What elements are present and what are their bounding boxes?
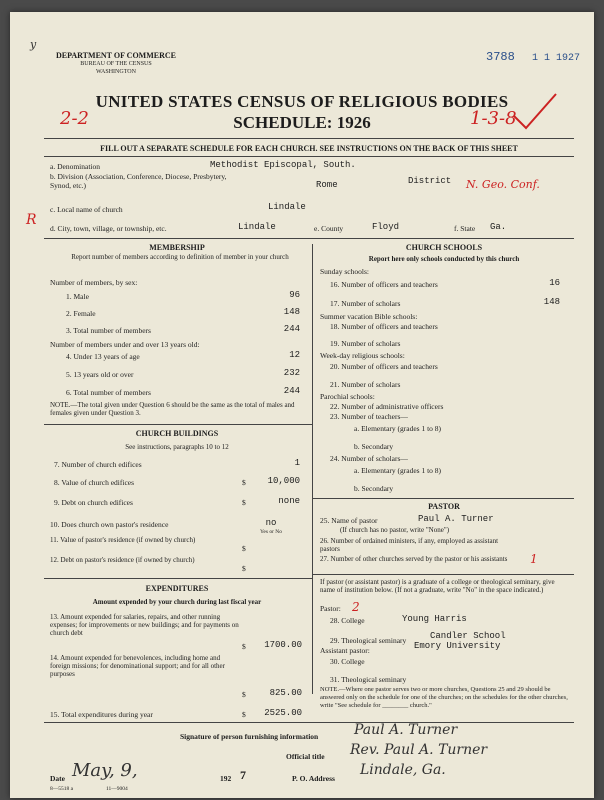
q15-dollar: $ bbox=[242, 710, 246, 719]
q5-value: 232 bbox=[283, 368, 300, 378]
q19-label: 19. Number of scholars bbox=[330, 339, 401, 348]
county-value: Floyd bbox=[372, 222, 400, 232]
stamp-date: 1 1 1927 bbox=[532, 53, 581, 64]
q27-value: 1 bbox=[530, 552, 538, 566]
q10-note: Yes or No bbox=[259, 529, 283, 535]
divider bbox=[44, 424, 312, 425]
assistant-pastor-value: Emory University bbox=[414, 641, 501, 651]
schools-heading: CHURCH SCHOOLS bbox=[405, 243, 483, 252]
membership-heading: MEMBERSHIP bbox=[149, 243, 205, 252]
q15-value: 2525.00 bbox=[264, 708, 302, 718]
official-title-label: Official title bbox=[286, 752, 325, 761]
divider bbox=[44, 238, 574, 239]
pastor-label: Pastor: bbox=[320, 604, 341, 613]
q23-label: 23. Number of teachers— bbox=[330, 412, 408, 421]
q31-label: 31. Theological seminary bbox=[330, 675, 407, 684]
graduate-note: If pastor (or assistant pastor) is a graduate of a college or theological seminary, give name of institution below. (If not a graduate, write "No" in the space indicated.) bbox=[320, 578, 555, 594]
census-schedule-sheet bbox=[10, 12, 594, 798]
q20-label: 20. Number of officers and teachers bbox=[330, 362, 438, 371]
q8-dollar: $ bbox=[242, 478, 246, 487]
q13-dollar: $ bbox=[242, 642, 246, 651]
q16-value: 16 bbox=[549, 278, 560, 288]
q6-label: 6. Total number of members bbox=[66, 388, 151, 397]
pastor-hand-mark: 2 bbox=[352, 600, 360, 614]
q2-value: 148 bbox=[283, 307, 300, 317]
members-by-sex-label: Number of members, by sex: bbox=[50, 278, 138, 287]
q27-label: 27. Number of other churches served by the pastor or his assistants bbox=[320, 555, 508, 563]
church-name-value: Lindale bbox=[268, 202, 306, 212]
q17-label: 17. Number of scholars bbox=[330, 299, 401, 308]
church-name-label: c. Local name of church bbox=[50, 205, 123, 214]
expenditures-heading: EXPENDITURES bbox=[145, 584, 209, 593]
q2-label: 2. Female bbox=[66, 309, 96, 318]
q26-label: 26. Number of ordained ministers, if any, employed as assistant pastors bbox=[320, 537, 499, 553]
age-group-label: Number of members under and over 13 years old: bbox=[50, 340, 200, 349]
q23b-label: b. Secondary bbox=[354, 442, 394, 451]
division-label: b. Division (Association, Conference, Diocese, Presbytery, Synod, etc.) bbox=[50, 172, 227, 190]
assistant-pastor-label: Assistant pastor: bbox=[320, 646, 370, 655]
q12-label: 12. Debt on pastor's residence (if owned by church) bbox=[50, 556, 195, 564]
pastor-note: NOTE.—Where one pastor serves two or more churches, Questions 25 and 29 should be answered only on the schedule for one of the churches; on the schedules for the other churches, write "See schedule for ________ church." bbox=[320, 686, 568, 709]
q14-value: 825.00 bbox=[269, 688, 302, 698]
q29-value: Candler School bbox=[430, 631, 506, 641]
q11-label: 11. Value of pastor's residence (if owned by church) bbox=[50, 536, 196, 544]
q25-value: Paul A. Turner bbox=[418, 514, 494, 524]
q10-value: no bbox=[265, 518, 277, 528]
department-line2: BUREAU OF THE CENSUS bbox=[80, 61, 152, 67]
q3-label: 3. Total number of members bbox=[66, 326, 151, 335]
department-block bbox=[56, 52, 176, 76]
address-value: Lindale, Ga. bbox=[360, 762, 446, 778]
division-value: Rome bbox=[316, 180, 338, 190]
column-divider bbox=[312, 244, 313, 694]
instruction-line: FILL OUT A SEPARATE SCHEDULE FOR EACH CHURCH. SEE INSTRUCTIONS ON THE BACK OF THIS SHEET bbox=[100, 144, 518, 153]
q16-label: 16. Number of officers and teachers bbox=[330, 280, 438, 289]
receipt-stamp bbox=[486, 50, 580, 64]
q4-value: 12 bbox=[289, 350, 300, 360]
denomination-label: a. Denomination bbox=[50, 162, 100, 171]
q9-value: none bbox=[278, 496, 300, 506]
q24-label: 24. Number of scholars— bbox=[330, 454, 408, 463]
q13-label: 13. Amount expended for salaries, repairs, and other running expenses; for improvements or new buildings; and for payments on church debt bbox=[50, 613, 239, 637]
department-line3: WASHINGTON bbox=[96, 69, 136, 75]
address-label: P. O. Address bbox=[292, 774, 335, 783]
signature-value: Paul A. Turner bbox=[354, 722, 458, 738]
divider bbox=[312, 498, 574, 499]
membership-note: NOTE.—The total given under Question 6 should be the same as the total of males and females given under Question 3. bbox=[50, 401, 295, 417]
summer-schools-label: Summer vacation Bible schools: bbox=[320, 312, 418, 321]
year-suffix: 7 bbox=[240, 768, 246, 782]
q28-label: 28. College bbox=[330, 616, 365, 625]
weekday-schools-label: Week-day religious schools: bbox=[320, 351, 405, 360]
q15-label: 15. Total expenditures during year bbox=[50, 710, 153, 719]
q22-label: 22. Number of administrative officers bbox=[330, 402, 444, 411]
parochial-schools-label: Parochial schools: bbox=[320, 392, 375, 401]
q28-value: Young Harris bbox=[402, 614, 467, 624]
q18-label: 18. Number of officers and teachers bbox=[330, 322, 438, 331]
q5-label: 5. 13 years old or over bbox=[66, 370, 134, 379]
pastor-heading: PASTOR bbox=[428, 502, 460, 511]
q10-label: 10. Does church own pastor's residence bbox=[50, 520, 169, 529]
buildings-subheading: See instructions, paragraphs 10 to 12 bbox=[125, 443, 229, 451]
city-value: Lindale bbox=[238, 222, 276, 232]
stamp-number: 3788 bbox=[486, 50, 515, 64]
date-label: Date bbox=[50, 774, 65, 783]
corner-mark: y bbox=[30, 38, 37, 51]
form-title: UNITED STATES CENSUS OF RELIGIOUS BODIES bbox=[95, 92, 509, 111]
divider bbox=[44, 156, 574, 157]
q1-label: 1. Male bbox=[66, 292, 89, 301]
print-number: 11—9004 bbox=[106, 786, 128, 792]
denomination-value: Methodist Episcopal, South. bbox=[210, 160, 356, 170]
division-value2: District bbox=[408, 176, 452, 186]
q9-dollar: $ bbox=[242, 498, 246, 507]
q11-dollar: $ bbox=[242, 544, 246, 553]
signature-label: Signature of person furnishing information bbox=[180, 732, 319, 741]
q6-value: 244 bbox=[283, 386, 300, 396]
q14-label: 14. Amount expended for benevolences, including home and foreign missions; for denominational support; and for all other purposes bbox=[50, 654, 225, 678]
q25-note: (If church has no pastor, write "None") bbox=[340, 526, 450, 534]
divider bbox=[44, 578, 312, 579]
division-hand-note: N. Geo. Conf. bbox=[466, 178, 540, 191]
q14-dollar: $ bbox=[242, 690, 246, 699]
q24b-label: b. Secondary bbox=[354, 484, 394, 493]
handwritten-code-right: 1-3-8 bbox=[470, 108, 517, 129]
county-label: e. County bbox=[314, 224, 344, 233]
q4-label: 4. Under 13 years of age bbox=[66, 352, 140, 361]
handwritten-side-mark: R bbox=[26, 212, 37, 228]
q17-value: 148 bbox=[543, 297, 560, 307]
q30-label: 30. College bbox=[330, 657, 365, 666]
q25-label: 25. Name of pastor bbox=[320, 516, 378, 525]
q29-label: 29. Theological seminary bbox=[330, 636, 407, 645]
buildings-heading: CHURCH BUILDINGS bbox=[135, 429, 219, 438]
divider bbox=[312, 574, 574, 575]
department-line1: DEPARTMENT OF COMMERCE bbox=[56, 51, 177, 60]
q9-label: 9. Debt on church edifices bbox=[54, 498, 133, 507]
divider bbox=[44, 138, 574, 139]
q3-value: 244 bbox=[283, 324, 300, 334]
q23a-label: a. Elementary (grades 1 to 8) bbox=[354, 424, 442, 433]
form-number: 8—5518 a bbox=[50, 786, 74, 792]
form-subtitle: SCHEDULE: 1926 bbox=[233, 113, 371, 132]
q12-dollar: $ bbox=[242, 564, 246, 573]
expenditures-subheading: Amount expended by your church during last fiscal year bbox=[92, 598, 262, 606]
divider bbox=[44, 722, 574, 723]
state-label: f. State bbox=[454, 224, 476, 233]
schools-subheading: Report here only schools conducted by this church bbox=[368, 255, 520, 263]
state-value: Ga. bbox=[490, 222, 507, 232]
official-title-value: Rev. Paul A. Turner bbox=[350, 742, 488, 758]
q8-value: 10,000 bbox=[267, 476, 300, 486]
sunday-schools-label: Sunday schools: bbox=[320, 267, 369, 276]
q13-value: 1700.00 bbox=[264, 640, 302, 650]
q7-label: 7. Number of church edifices bbox=[54, 460, 142, 469]
membership-subheading: Report number of members according to definition of member in your church bbox=[71, 253, 289, 261]
q7-value: 1 bbox=[294, 458, 300, 468]
city-label: d. City, town, village, or township, etc. bbox=[50, 224, 167, 233]
date-value: May, 9, bbox=[72, 760, 138, 781]
handwritten-code-left: 2-2 bbox=[60, 108, 89, 129]
q8-label: 8. Value of church edifices bbox=[54, 478, 135, 487]
q21-label: 21. Number of scholars bbox=[330, 380, 401, 389]
year-prefix: 192 bbox=[220, 774, 232, 783]
q24a-label: a. Elementary (grades 1 to 8) bbox=[354, 466, 442, 475]
q1-value: 96 bbox=[289, 290, 300, 300]
